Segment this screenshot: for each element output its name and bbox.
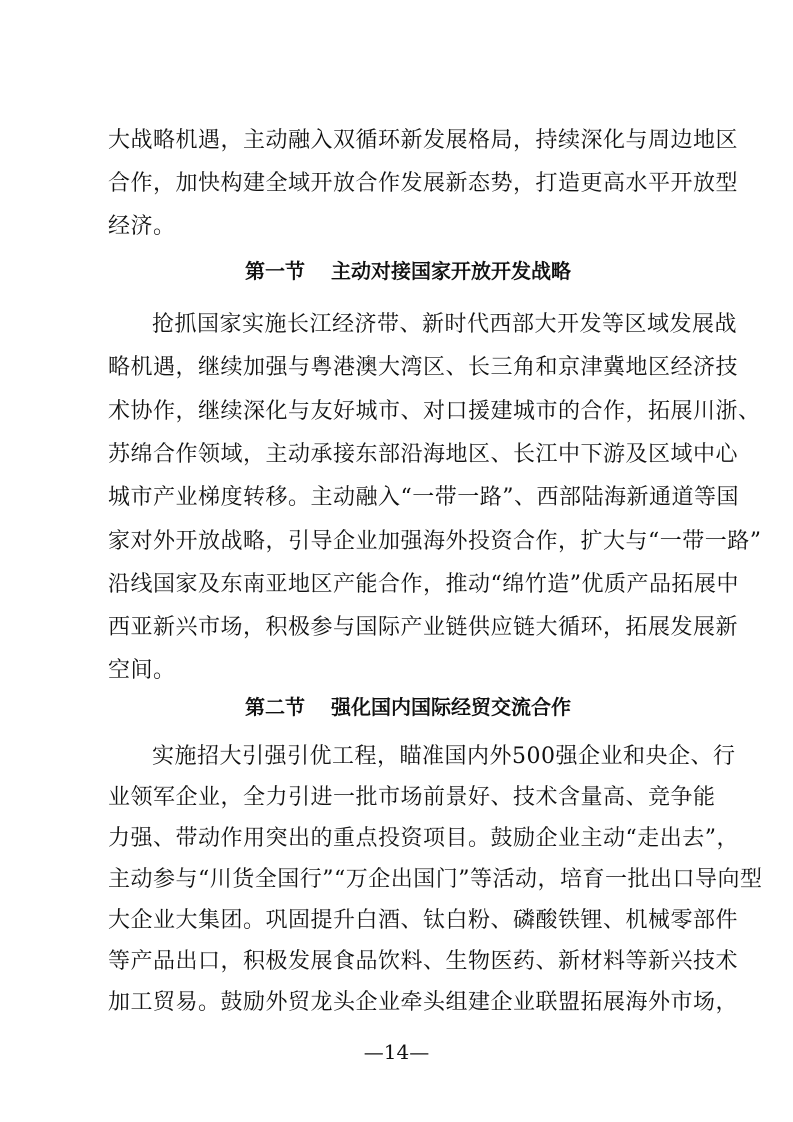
section-heading-2	[108, 694, 708, 720]
paragraph-1-line: 西亚新兴市场，积极参与国际产业链供应链大循环，拓展发展新	[108, 615, 739, 640]
paragraph-2-line: 大企业大集团。巩固提升白酒、钛白粉、磷酸铁锂、机械零部件	[108, 908, 739, 933]
paragraph-1-line: 家对外开放战略，引导企业加强海外投资合作，扩大与“一带一路”	[108, 529, 762, 554]
paragraph-2-line: 加工贸易。鼓励外贸龙头企业牵头组建企业联盟拓展海外市场，	[108, 990, 739, 1015]
paragraph-1-line: 沿线国家及东南亚地区产能合作，推动“绵竹造”优质产品拓展中	[108, 572, 739, 597]
paragraph-1-line: 略机遇，继续加强与粤港澳大湾区、长三角和京津冀地区经济技	[108, 355, 739, 380]
paragraph-1-line: 苏绵合作领域，主动承接东部沿海地区、长江中下游及区域中心	[108, 442, 739, 467]
paragraph-2-line: 实施招大引强引优工程，瞄准国内外500强企业和央企、行	[152, 744, 736, 769]
paragraph-2-line: 等产品出口，积极发展食品饮料、生物医药、新材料等新兴技术	[108, 949, 739, 974]
paragraph-intro-line: 大战略机遇，主动融入双循环新发展格局，持续深化与周边地区	[108, 128, 739, 153]
paragraph-intro-line: 经济。	[108, 214, 176, 239]
section-2-title: 强化国内国际经贸交流合作	[331, 695, 571, 719]
section-heading-1	[108, 258, 708, 284]
paragraph-1-line: 抢抓国家实施长江经济带、新时代西部大开发等区域发展战	[152, 312, 738, 337]
paragraph-2-line: 业领军企业，全力引进一批市场前景好、技术含量高、竞争能	[108, 785, 716, 810]
paragraph-1-line: 城市产业梯度转移。主动融入“一带一路”、西部陆海新通道等国	[108, 485, 739, 510]
paragraph-1-line: 术协作，继续深化与友好城市、对口援建城市的合作，拓展川浙、	[108, 399, 761, 424]
section-1-number: 第一节	[245, 259, 305, 283]
paragraph-1-line: 空间。	[108, 658, 176, 683]
section-1-title: 主动对接国家开放开发战略	[331, 259, 571, 283]
paragraph-2-line: 主动参与“川货全国行”“万企出国门”等活动，培育一批出口导向型	[108, 867, 763, 892]
paragraph-intro-line: 合作，加快构建全域开放合作发展新态势，打造更高水平开放型	[108, 171, 739, 196]
paragraph-2-line: 力强、带动作用突出的重点投资项目。鼓励企业主动“走出去”，	[108, 826, 739, 851]
page-number: —14—	[363, 1040, 430, 1064]
section-2-number: 第二节	[245, 695, 305, 719]
